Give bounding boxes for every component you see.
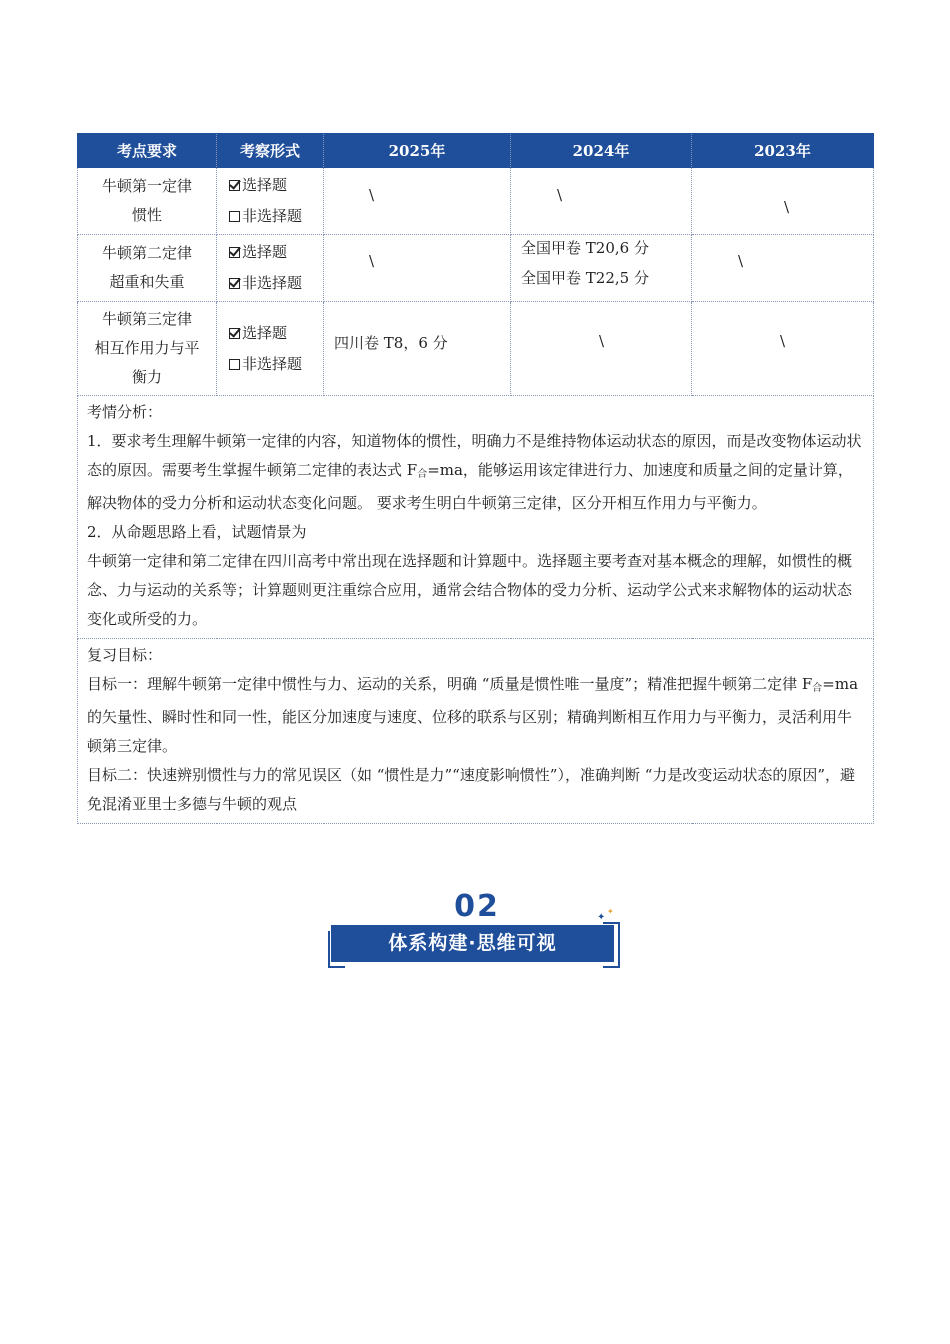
review-row <box>78 639 874 824</box>
analysis-paragraph: 2．从命题思路上看，试题情景为 <box>87 523 307 541</box>
header-topic: 考点要求 <box>78 134 217 168</box>
form-option <box>229 201 323 232</box>
table-row <box>78 168 874 235</box>
section-badge <box>327 889 627 973</box>
checkbox-checked-icon <box>229 180 240 191</box>
cell-2024 <box>511 168 692 235</box>
header-2023: 2023年 <box>692 134 874 168</box>
checkbox-checked-icon <box>229 247 240 258</box>
section-number: 02 <box>454 889 500 924</box>
topic-line: 惯性 <box>131 206 162 224</box>
form-cell <box>217 168 324 235</box>
form-option-label: 选择题 <box>242 243 288 261</box>
text-run: 1．要求考生理解牛顿第一定律的内容，知道物体的惯性，明确力不是维持物体运动状态的原因，而是改变物体运动状态的原因。需要考生掌握牛顿第二定律的表达式 F <box>87 432 862 479</box>
cell-value: 全国甲卷 T20,6 分 <box>521 239 649 257</box>
form-option <box>229 170 323 201</box>
text-run: =ma，能够运用该定律进行力、加速度和质量之间的定量计算，解决物体的受力分析和运动状态变化问题。 要求考生明白牛顿第三定律，区分开相互作用力与平衡力。 <box>87 461 853 512</box>
cell-value: \ <box>599 332 605 350</box>
form-cell <box>217 302 324 396</box>
cell-value: \ <box>780 332 786 350</box>
cell-2024 <box>511 235 692 302</box>
form-cell <box>217 235 324 302</box>
cell-2023 <box>692 235 874 302</box>
analysis-cell <box>78 396 874 639</box>
table-header-row <box>78 134 874 168</box>
text-run: 目标一：理解牛顿第一定律中惯性与力、运动的关系，明确 “质量是惯性唯一量度”；精准把握牛顿第二定律 F <box>87 675 813 693</box>
checkbox-checked-icon <box>229 278 240 289</box>
cell-value: \ <box>557 186 563 204</box>
topic-line: 牛顿第一定律 <box>101 177 192 195</box>
subscript: 合 <box>812 683 823 694</box>
topic-cell <box>78 235 217 302</box>
topic-cell <box>78 168 217 235</box>
form-option-label: 选择题 <box>242 176 288 194</box>
cell-2023 <box>692 302 874 396</box>
table-row <box>78 302 874 396</box>
sparkle-icon: ✦ <box>607 907 614 916</box>
analysis-row <box>78 396 874 639</box>
header-2025: 2025年 <box>324 134 511 168</box>
form-option <box>229 349 323 380</box>
checkbox-empty-icon <box>229 359 240 370</box>
checkbox-empty-icon <box>229 211 240 222</box>
subscript: 合 <box>417 469 428 480</box>
topic-cell <box>78 302 217 396</box>
review-goal: 目标二：快速辨别惯性与力的常见误区（如 “惯性是力”“速度影响惯性”），准确判断 “力是改变运动状态的原因”，避免混淆亚里士多德与牛顿的观点 <box>87 766 856 813</box>
cell-value: \ <box>784 198 790 216</box>
form-option-label: 非选择题 <box>242 354 303 373</box>
form-option <box>229 318 323 349</box>
review-goal <box>87 670 865 761</box>
header-2024: 2024年 <box>511 134 692 168</box>
topic-line: 衡力 <box>131 368 162 386</box>
checkbox-checked-icon <box>229 328 240 339</box>
form-option-label: 选择题 <box>242 323 288 342</box>
form-option <box>229 237 323 268</box>
cell-value: \ <box>369 252 375 270</box>
cell-value: \ <box>369 186 375 204</box>
analysis-heading: 考情分析： <box>87 403 163 421</box>
cell-value: 四川卷 T8，6 分 <box>334 334 448 352</box>
sparkle-icon: ✦ <box>597 912 606 923</box>
cell-2025 <box>324 235 511 302</box>
topic-line: 牛顿第三定律 <box>101 310 192 328</box>
cell-2023 <box>692 168 874 235</box>
cell-value: \ <box>738 252 744 270</box>
header-form: 考察形式 <box>217 134 324 168</box>
form-option <box>229 268 323 299</box>
topic-line: 超重和失重 <box>109 273 185 291</box>
section-title: 体系构建·思维可视 <box>331 925 614 962</box>
table-row <box>78 235 874 302</box>
text-run: =ma 的矢量性、瞬时性和同一性，能区分加速度与速度、位移的联系与区别；精确判断相互作用力与平衡力，灵活利用牛顿第三定律。 <box>87 675 859 755</box>
review-cell <box>78 639 874 824</box>
topic-line: 相互作用力与平 <box>94 339 200 357</box>
cell-2025 <box>324 302 511 396</box>
topic-line: 牛顿第二定律 <box>101 244 192 262</box>
form-option-label: 非选择题 <box>242 274 303 292</box>
exam-points-table <box>77 133 874 824</box>
cell-value: 全国甲卷 T22,5 分 <box>521 269 649 287</box>
form-option-label: 非选择题 <box>242 207 303 225</box>
analysis-paragraph <box>87 427 865 518</box>
analysis-paragraph: 牛顿第一定律和第二定律在四川高考中常出现在选择题和计算题中。选择题主要考查对基本概念的理解，如惯性的概念、力与运动的关系等；计算题则更注重综合应用，通常会结合物体的受力分析、运动学公式来求解物体的运动状态变化或所受的力。 <box>87 552 853 628</box>
cell-2024 <box>511 302 692 396</box>
review-heading: 复习目标： <box>87 646 163 664</box>
cell-2025 <box>324 168 511 235</box>
